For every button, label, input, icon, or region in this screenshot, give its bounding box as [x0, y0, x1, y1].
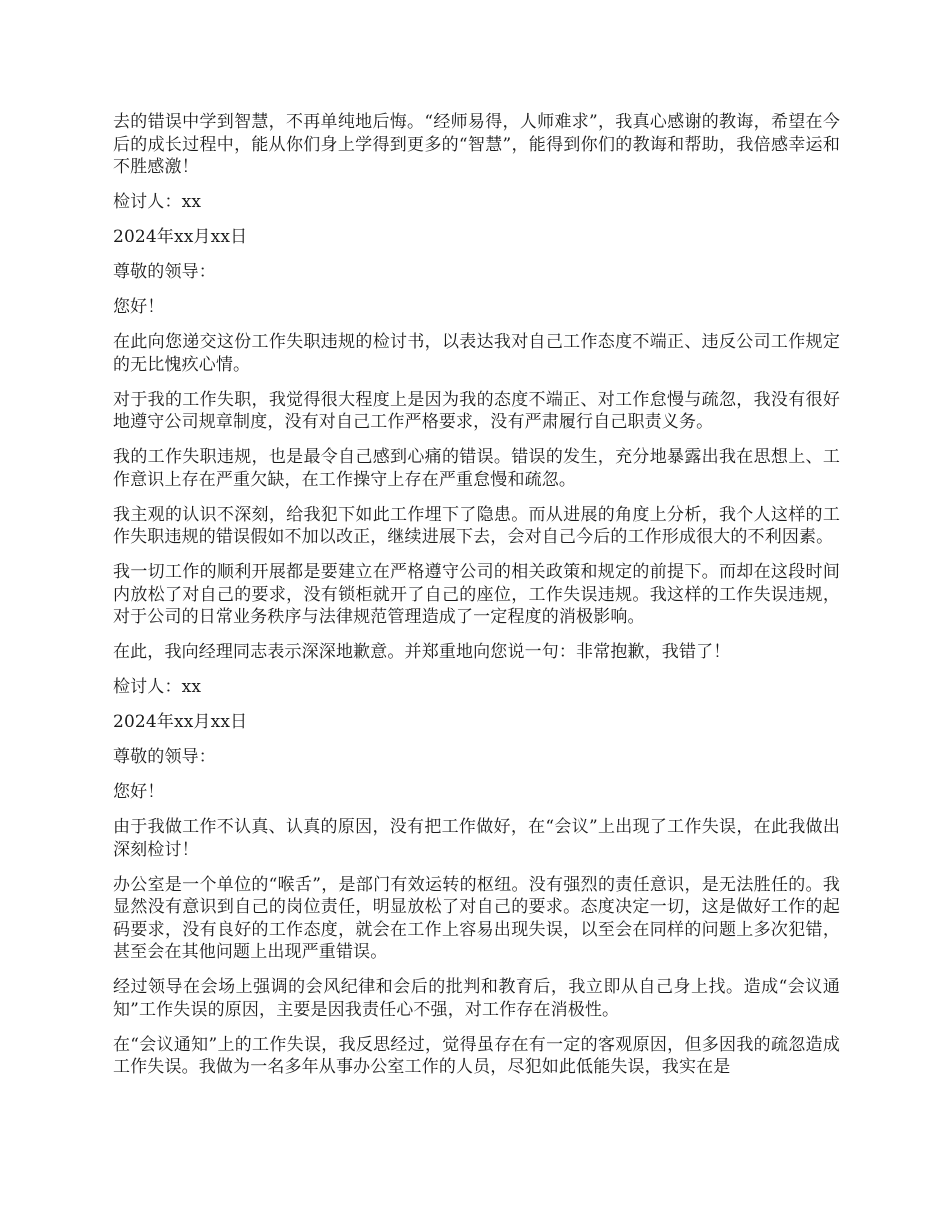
salutation: 尊敬的领导： — [113, 262, 216, 282]
paragraph: 去的错误中学到智慧，不再单纯地后悔。“经师易得，人师难求”，我真心感谢的教诲，希望在今后的成长过程中，能从你们身上学得到更多的“智慧”，能得到你们的教诲和帮助，我倍感幸运和不胜感激！ — [113, 112, 840, 177]
document-page — [113, 111, 840, 1091]
paragraph: 在此，我向经理同志表示深深地歉意。并郑重地向您说一句：非常抱歉，我错了！ — [113, 642, 731, 662]
paragraph: 对于我的工作失职，我觉得很大程度上是因为我的态度不端正、对工作怠慢与疏忽，我没有很好地遵守公司规章制度，没有对自己工作严格要求，没有严肃履行自己职责义务。 — [113, 389, 840, 432]
greeting: 您好！ — [113, 297, 165, 317]
paragraph: 在此向您递交这份工作失职违规的检讨书，以表达我对自己工作态度不端正、违反公司工作规定的无比愧疚心情。 — [113, 332, 840, 375]
date-line: 2024年xx月xx日 — [113, 227, 248, 247]
paragraph: 我一切工作的顺利开展都是要建立在严格遵守公司的相关政策和规定的前提下。而却在这段时间内放松了对自己的要求，没有锁柜就开了自己的座位，工作失误违规。我这样的工作失误违规，对于公司的日常业务秩序与法律规范管理造成了一定程度的消极影响。 — [113, 562, 840, 627]
paragraph: 我的工作失职违规，也是最令自己感到心痛的错误。错误的发生，充分地暴露出我在思想上、工作意识上存在严重欠缺，在工作操守上存在严重怠慢和疏忽。 — [113, 447, 840, 490]
signature-line: 检讨人：xx — [113, 677, 202, 697]
paragraph: 由于我做工作不认真、认真的原因，没有把工作做好，在“会议”上出现了工作失误，在此我做出深刻检讨！ — [113, 817, 840, 860]
paragraph: 在“会议通知”上的工作失误，我反思经过，觉得虽存在有一定的客观原因，但多因我的疏忽造成工作失误。我做为一名多年从事办公室工作的人员，尽犯如此低能失误，我实在是 — [113, 1034, 840, 1077]
date-line: 2024年xx月xx日 — [113, 712, 248, 732]
paragraph: 我主观的认识不深刻，给我犯下如此工作埋下了隐患。而从进展的角度上分析，我个人这样的工作失职违规的错误假如不加以改正，继续进展下去，会对自己今后的工作形成很大的不利因素。 — [113, 504, 840, 547]
salutation: 尊敬的领导： — [113, 747, 216, 767]
signature-line: 检讨人：xx — [113, 192, 202, 212]
paragraph: 办公室是一个单位的“喉舌”，是部门有效运转的枢纽。没有强烈的责任意识，是无法胜任的。我显然没有意识到自己的岗位责任，明显放松了对自己的要求。态度决定一切，这是做好工作的起码要求，没有良好的工作态度，就会在工作上容易出现失误，以至会在同样的问题上多次犯错，甚至会在其他问题上出现严重错误。 — [113, 874, 840, 962]
paragraph: 经过领导在会场上强调的会风纪律和会后的批判和教育后，我立即从自己身上找。造成“会议通知”工作失误的原因，主要是因我责任心不强，对工作存在消极性。 — [113, 977, 840, 1020]
greeting: 您好！ — [113, 782, 165, 802]
